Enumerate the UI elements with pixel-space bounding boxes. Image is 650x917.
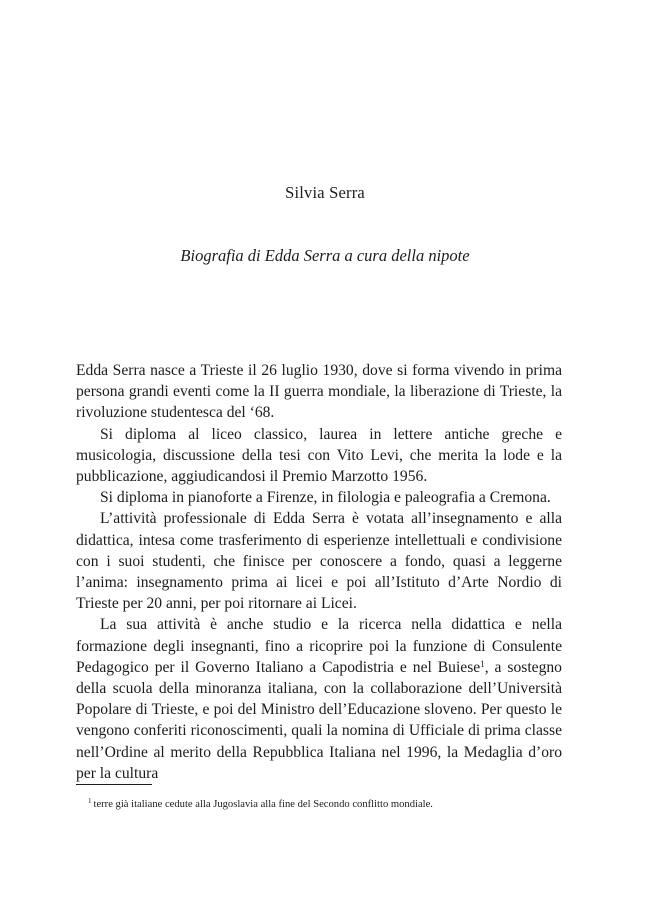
footnote-separator (76, 784, 152, 785)
paragraph-4: L’attività professionale di Edda Serra è votata all’insegnamento e alla didattica, intesa come trasferimento di esperienze intellettuali e condivisione con i suoi studenti, che finisce per conoscere a fondo, quasi a leggerne l’anima: insegnamento prima ai licei e poi all’Istituto d’Arte Nordio di Trieste per 20 anni, per poi ritornare ai Licei. (76, 510, 562, 613)
paragraph-3: Si diploma in pianoforte a Firenze, in filologia e paleografia a Cremona. (100, 489, 551, 507)
chapter-title: Biografia di Edda Serra a cura della nipote (180, 246, 470, 265)
footnote (76, 798, 562, 812)
footnote-reference[interactable]: 1 (480, 658, 485, 669)
paragraph-5-text-a: La sua attività è anche studio e la ricerca nella didattica e nella formazione degli insegnanti, fino a ricoprire poi la funzione di Consulente Pedagogico per il Governo Italiano a Capodistria e nel Buiese (76, 616, 562, 676)
paragraph-2: Si diploma al liceo classico, laurea in lettere antiche greche e musicologia, discussione della tesi con Vito Levi, che merita la lode e la pubblicazione, aggiudicandosi il Premio Marzotto 1956. (76, 425, 562, 486)
paragraph-5-text-b: , a sostegno della scuola della minoranza italiana, con la collaborazione dell’Università Popolare di Trieste, e poi del Ministro dell’Educazione sloveno. Per questo le vengono conferiti riconoscimenti, quali la nomina di Ufficiale di prima classe nell’Ordine al merito della Repubblica Italiana nel 1996, la Medaglia d’oro per la cultura (76, 658, 562, 782)
footnote-number: 1 (88, 797, 92, 805)
footnote-text: terre già italiane cedute alla Jugoslavia alla fine del Secondo conflitto mondiale. (93, 799, 433, 810)
author-name: Silvia Serra (285, 183, 365, 202)
body-text (76, 360, 562, 784)
paragraph-1: Edda Serra nasce a Trieste il 26 luglio 1930, dove si forma vivendo in prima persona grandi eventi come la II guerra mondiale, la liberazione di Trieste, la rivoluzione studentesca del ‘68. (76, 362, 562, 422)
paragraph-5 (76, 614, 562, 784)
